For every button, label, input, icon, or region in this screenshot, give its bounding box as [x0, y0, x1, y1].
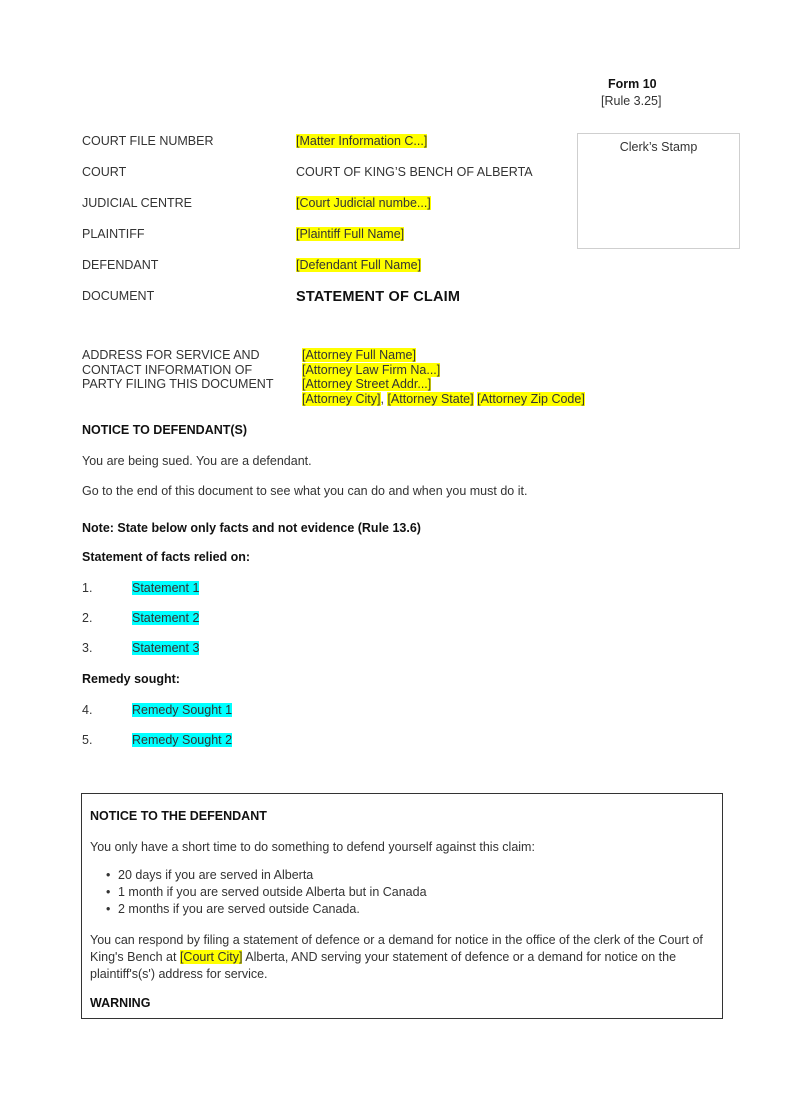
deadline-item: • 1 month if you are served outside Alberta but in Canada	[118, 884, 427, 901]
field-label-plaintiff: PLAINTIFF	[82, 227, 145, 241]
respond-text: Alberta, AND serving your statement of defence or a demand for notice on the plaintiff's(s') address for service.	[90, 950, 677, 981]
attorney-street[interactable]: [Attorney Street Addr...]	[302, 377, 432, 391]
fact-item[interactable]: Statement 3	[132, 641, 200, 655]
field-label-court: COURT	[82, 165, 127, 179]
clerk-stamp-box	[577, 133, 740, 249]
note-facts-not-evidence: Note: State below only facts and not evidence (Rule 13.6)	[82, 521, 421, 535]
field-value-defendant[interactable]: [Defendant Full Name]	[296, 258, 422, 272]
facts-heading: Statement of facts relied on:	[82, 550, 251, 564]
notice-line-end-of-document: Go to the end of this document to see what you can do and when you must do it.	[82, 484, 528, 498]
court-city[interactable]: [Court City]	[179, 950, 243, 964]
field-value-judicial-centre[interactable]: [Court Judicial numbe...]	[296, 196, 431, 210]
fact-number: 2.	[82, 611, 93, 625]
notice-defendants-heading: NOTICE TO DEFENDANT(S)	[82, 423, 248, 437]
field-label-court-file-number: COURT FILE NUMBER	[82, 134, 214, 148]
fact-item[interactable]: Statement 2	[132, 611, 200, 625]
deadline-item: • 2 months if you are served outside Canada.	[118, 901, 427, 918]
notice-box-heading: NOTICE TO THE DEFENDANT	[90, 809, 267, 823]
field-value-court-file-number[interactable]: [Matter Information C...]	[296, 134, 428, 148]
form-number: Form 10	[608, 77, 657, 91]
notice-box-intro: You only have a short time to do something to defend yourself against this claim:	[90, 840, 535, 854]
address-block	[302, 348, 585, 406]
notice-box-respond-paragraph	[90, 932, 715, 983]
field-value-court: COURT OF KING’S BENCH OF ALBERTA	[296, 165, 533, 179]
address-label-line: ADDRESS FOR SERVICE AND	[82, 348, 260, 362]
deadline-item: • 20 days if you are served in Alberta	[118, 867, 427, 884]
field-value-plaintiff[interactable]: [Plaintiff Full Name]	[296, 227, 405, 241]
attorney-zip[interactable]: [Attorney Zip Code]	[477, 391, 585, 406]
notice-line-sued: You are being sued. You are a defendant.	[82, 454, 312, 468]
clerk-stamp-label: Clerk’s Stamp	[619, 140, 698, 154]
field-label-judicial-centre: JUDICIAL CENTRE	[82, 196, 192, 210]
field-label-document: DOCUMENT	[82, 289, 155, 303]
form-rule: [Rule 3.25]	[601, 94, 662, 108]
remedy-item[interactable]: Remedy Sought 1	[132, 703, 233, 717]
attorney-state[interactable]: [Attorney State]	[387, 391, 474, 406]
fact-item[interactable]: Statement 1	[132, 581, 200, 595]
deadline-list	[90, 867, 427, 918]
attorney-name[interactable]: [Attorney Full Name]	[302, 348, 416, 362]
warning-heading: WARNING	[90, 996, 151, 1010]
field-label-defendant: DEFENDANT	[82, 258, 159, 272]
remedy-number: 4.	[82, 703, 93, 717]
attorney-law-firm[interactable]: [Attorney Law Firm Na...]	[302, 362, 441, 377]
remedy-number: 5.	[82, 733, 93, 747]
document-title: STATEMENT OF CLAIM	[296, 289, 461, 305]
fact-number: 3.	[82, 641, 93, 655]
respond-text: You can respond by filing a statement of defence or a demand for notice in the office of the clerk of the Court of King's Bench at	[90, 933, 703, 964]
remedy-heading: Remedy sought:	[82, 672, 180, 686]
remedy-item[interactable]: Remedy Sought 2	[132, 733, 233, 747]
address-separator: ,	[380, 391, 388, 406]
attorney-city[interactable]: [Attorney City]	[302, 391, 381, 406]
address-label	[82, 348, 292, 392]
address-label-line: CONTACT INFORMATION OF	[82, 362, 253, 377]
address-label-line: PARTY FILING THIS DOCUMENT	[82, 377, 274, 391]
fact-number: 1.	[82, 581, 93, 595]
notice-to-defendant-box	[81, 793, 723, 1019]
